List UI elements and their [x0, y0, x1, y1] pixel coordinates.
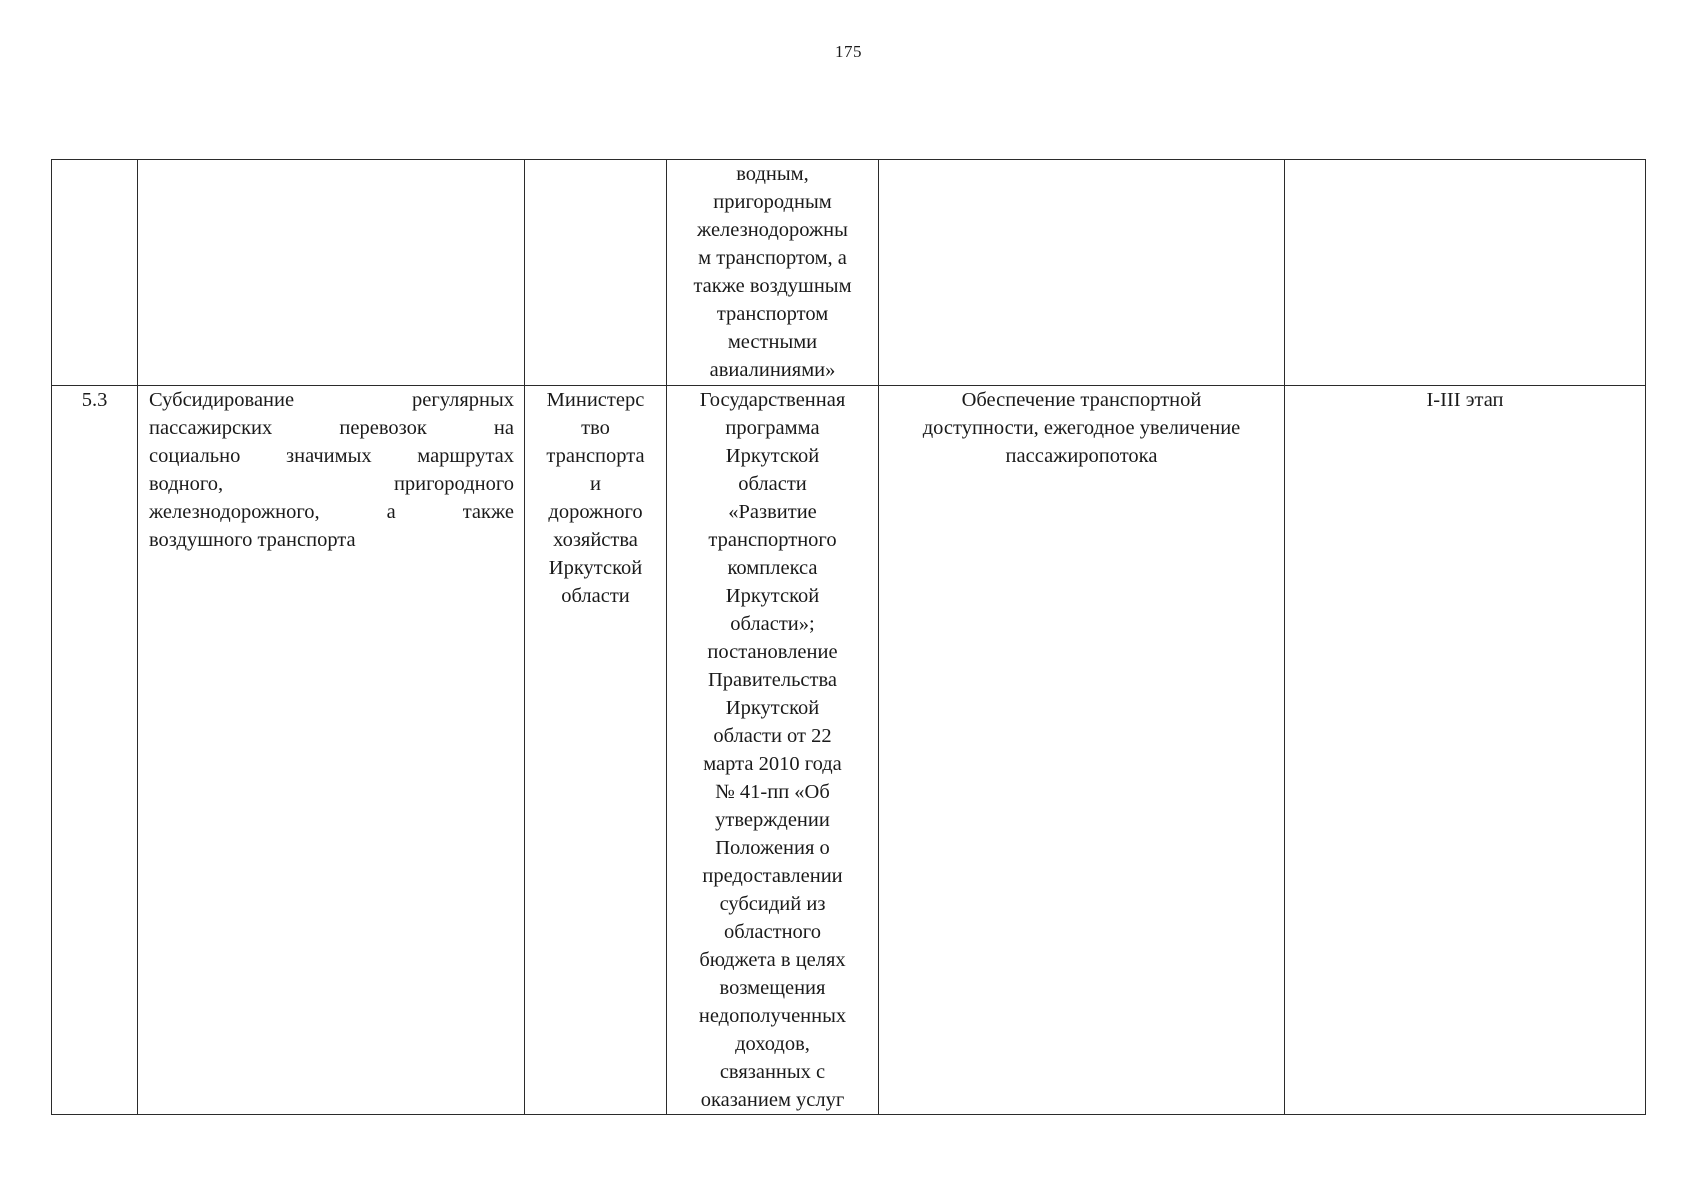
basis-line: м транспортом, а [698, 247, 847, 269]
cell-period [1285, 386, 1646, 1115]
measure-name-line: железнодорожного, а также [149, 501, 514, 523]
cell-result-empty [879, 160, 1285, 386]
cell-basis [667, 386, 879, 1115]
cell-name [138, 386, 525, 1115]
cell-period-empty [1285, 160, 1646, 386]
measure-name-line: пассажирских перевозок на [149, 417, 514, 439]
result-line: пассажиропотока [1005, 445, 1158, 467]
executor-line: Министерс [546, 389, 645, 411]
basis-continuation-text [667, 160, 878, 384]
basis-line: № 41-пп «Об [715, 781, 830, 803]
basis-line: области»; [730, 613, 815, 635]
basis-line: связанных с [719, 1061, 826, 1083]
basis-line: постановление [707, 641, 838, 663]
basis-line: области от 22 [713, 725, 832, 747]
basis-line: программа [725, 417, 820, 439]
basis-line: железнодорожны [697, 219, 848, 241]
basis-line: возмещения [719, 977, 826, 999]
cell-number-empty [52, 160, 138, 386]
executor-line: и [590, 473, 601, 495]
basis-line: Правительства [707, 669, 837, 691]
result-line: доступности, ежегодное увеличение [922, 417, 1241, 439]
basis-line: водным, [736, 163, 809, 185]
measure-name-line: водного, пригородного [149, 473, 514, 495]
cell-name-empty [138, 160, 525, 386]
executor-line: Иркутской [548, 557, 643, 579]
cell-number [52, 386, 138, 1115]
basis-line: также воздушным [693, 275, 852, 297]
basis-line: Иркутской [725, 445, 820, 467]
result-text [879, 386, 1284, 470]
executor-line: области [561, 585, 630, 607]
basis-line: области [738, 473, 807, 495]
basis-line: местными [727, 331, 818, 353]
basis-line: недополученных [698, 1005, 847, 1027]
basis-line: транспортом [716, 303, 829, 325]
basis-line: комплекса [727, 557, 818, 579]
basis-line: доходов, [735, 1033, 810, 1055]
executor-line: хозяйства [553, 529, 638, 551]
table-row-continuation [52, 160, 1646, 386]
basis-line: пригородным [713, 191, 832, 213]
basis-line: предоставлении [702, 865, 843, 887]
basis-line: Государственная [699, 389, 846, 411]
basis-line: утверждении [715, 809, 830, 831]
basis-line: авиалиниями» [709, 359, 836, 381]
basis-line: марта 2010 года [703, 753, 842, 775]
basis-line: Положения о [715, 837, 830, 859]
basis-line: бюджета в целях [699, 949, 846, 971]
page-number: 175 [835, 42, 862, 61]
measure-name-line: социально значимых маршрутах [149, 445, 514, 467]
measure-name-line: Субсидирование регулярных [149, 389, 514, 411]
cell-result [879, 386, 1285, 1115]
cell-executor-empty [525, 160, 667, 386]
table-row-5-3 [52, 386, 1646, 1115]
basis-line: «Развитие [728, 501, 817, 523]
basis-line: Иркутской [725, 697, 820, 719]
executor-line: дорожного [548, 501, 643, 523]
period-text: I-III этап [1426, 389, 1504, 411]
executor-text [525, 386, 666, 610]
basis-line: транспортного [708, 529, 837, 551]
executor-line: тво [581, 417, 610, 439]
result-line: Обеспечение транспортной [961, 389, 1202, 411]
executor-line: транспорта [546, 445, 645, 467]
basis-line: областного [724, 921, 821, 943]
basis-text [667, 386, 878, 1114]
measure-name-line: воздушного транспорта [149, 529, 356, 551]
basis-line: оказанием услуг [700, 1089, 845, 1111]
measures-table [51, 159, 1646, 1115]
basis-line: субсидий из [719, 893, 826, 915]
basis-line: Иркутской [725, 585, 820, 607]
cell-executor [525, 386, 667, 1115]
row-number: 5.3 [81, 389, 108, 411]
cell-basis-continuation [667, 160, 879, 386]
measure-name-text [138, 386, 524, 554]
